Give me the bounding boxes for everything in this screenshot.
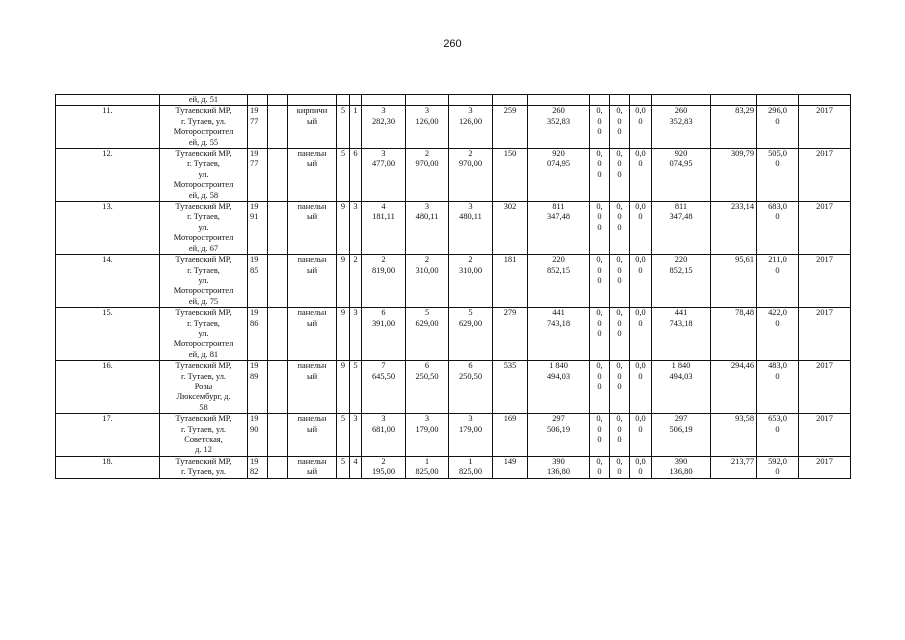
- wall-material-cell: панельн ый: [288, 414, 337, 457]
- max-unit-cost-cell: 211,0 0: [757, 255, 799, 308]
- entrances-cell: 3: [350, 202, 362, 255]
- unit-cost-cell: 78,48: [711, 308, 757, 361]
- buildings-table: [55, 94, 851, 479]
- entrances-cell: 2: [350, 255, 362, 308]
- fund-3-cell: 0,0 0: [630, 149, 652, 202]
- entrances-cell: 6: [350, 149, 362, 202]
- living-area-cell: 1 825,00: [406, 456, 449, 478]
- total-cost-cell: 390 136,80: [528, 456, 590, 478]
- living-area-cell: 3 480,11: [406, 202, 449, 255]
- living-area-cell: 5 629,00: [406, 308, 449, 361]
- total-cost-cell: 811 347,48: [528, 202, 590, 255]
- fund-1-cell: 0, 0 0: [590, 255, 610, 308]
- total-area-cell: 4 181,11: [362, 202, 406, 255]
- floors-cell: 9: [337, 202, 350, 255]
- residential-area-cell: 3 126,00: [449, 106, 493, 149]
- row-number: 14.: [56, 255, 160, 308]
- fund-3-cell: 0,0 0: [630, 106, 652, 149]
- residents-cell: 259: [493, 106, 528, 149]
- table-row: [56, 456, 851, 478]
- unit-cost-cell: 294,46: [711, 361, 757, 414]
- living-area-cell: 2 310,00: [406, 255, 449, 308]
- residential-area-cell: 2 310,00: [449, 255, 493, 308]
- owners-cost-cell: 390 136,80: [652, 456, 711, 478]
- owners-cost-cell: 297 506,19: [652, 414, 711, 457]
- fund-2-cell: 0, 0 0: [610, 255, 630, 308]
- living-area-cell: 6 250,50: [406, 361, 449, 414]
- total-area-cell: 3 681,00: [362, 414, 406, 457]
- continuation-row: [56, 95, 851, 106]
- residents-cell: 181: [493, 255, 528, 308]
- fund-1-cell: 0, 0 0: [590, 149, 610, 202]
- row-number: 17.: [56, 414, 160, 457]
- table-row: [56, 106, 851, 149]
- entrances-cell: 4: [350, 456, 362, 478]
- unit-cost-cell: 213,77: [711, 456, 757, 478]
- total-cost-cell: 220 852,15: [528, 255, 590, 308]
- row-number: 18.: [56, 456, 160, 478]
- planned-year-cell: 2017: [799, 149, 851, 202]
- entrances-cell: 3: [350, 308, 362, 361]
- living-area-cell: 3 179,00: [406, 414, 449, 457]
- address-cell: Тутаевский МР, г. Тутаев, ул. Моторостроител ей, д. 58: [160, 149, 248, 202]
- wall-material-cell: панельн ый: [288, 361, 337, 414]
- max-unit-cost-cell: 683,0 0: [757, 202, 799, 255]
- owners-cost-cell: 920 074,95: [652, 149, 711, 202]
- wall-material-cell: панельн ый: [288, 149, 337, 202]
- address-cell: Тутаевский МР, г. Тутаев, ул. Розы Люксембург, д. 58: [160, 361, 248, 414]
- owners-cost-cell: 1 840 494,03: [652, 361, 711, 414]
- table-row: [56, 414, 851, 457]
- residents-cell: 535: [493, 361, 528, 414]
- floors-cell: 9: [337, 361, 350, 414]
- table-row: [56, 255, 851, 308]
- row-number: 15.: [56, 308, 160, 361]
- planned-year-cell: 2017: [799, 361, 851, 414]
- year-built-cell: 19 86: [248, 308, 268, 361]
- fund-1-cell: 0, 0 0: [590, 202, 610, 255]
- address-cell: Тутаевский МР, г. Тутаев, ул. Моторостроител ей, д. 67: [160, 202, 248, 255]
- fund-3-cell: 0,0 0: [630, 255, 652, 308]
- total-area-cell: 2 195,00: [362, 456, 406, 478]
- fund-1-cell: 0, 0 0: [590, 414, 610, 457]
- year-built-cell: 19 77: [248, 149, 268, 202]
- fund-1-cell: 0, 0: [590, 456, 610, 478]
- address-cell: Тутаевский МР, г. Тутаев, ул. Советская, д. 12: [160, 414, 248, 457]
- table-row: [56, 361, 851, 414]
- total-cost-cell: 260 352,83: [528, 106, 590, 149]
- wall-material-cell: панельн ый: [288, 202, 337, 255]
- owners-cost-cell: 441 743,18: [652, 308, 711, 361]
- residential-area-cell: 3 179,00: [449, 414, 493, 457]
- entrances-cell: 5: [350, 361, 362, 414]
- empty-cell: [268, 255, 288, 308]
- row-number: 13.: [56, 202, 160, 255]
- table-row: [56, 308, 851, 361]
- fund-3-cell: 0,0 0: [630, 361, 652, 414]
- planned-year-cell: 2017: [799, 202, 851, 255]
- floors-cell: 5: [337, 456, 350, 478]
- owners-cost-cell: 260 352,83: [652, 106, 711, 149]
- empty-cell: [268, 202, 288, 255]
- entrances-cell: 3: [350, 414, 362, 457]
- living-area-cell: 2 970,00: [406, 149, 449, 202]
- wall-material-cell: панельн ый: [288, 255, 337, 308]
- fund-3-cell: 0,0 0: [630, 414, 652, 457]
- residential-area-cell: 6 250,50: [449, 361, 493, 414]
- fund-2-cell: 0, 0 0: [610, 361, 630, 414]
- unit-cost-cell: 309,79: [711, 149, 757, 202]
- total-area-cell: 7 645,50: [362, 361, 406, 414]
- residents-cell: 149: [493, 456, 528, 478]
- max-unit-cost-cell: 653,0 0: [757, 414, 799, 457]
- empty-cell: [268, 456, 288, 478]
- row-number: 11.: [56, 106, 160, 149]
- fund-1-cell: 0, 0 0: [590, 361, 610, 414]
- fund-1-cell: 0, 0 0: [590, 308, 610, 361]
- floors-cell: 5: [337, 149, 350, 202]
- total-cost-cell: 920 074,95: [528, 149, 590, 202]
- wall-material-cell: кирпичн ый: [288, 106, 337, 149]
- row-number: 16.: [56, 361, 160, 414]
- planned-year-cell: 2017: [799, 414, 851, 457]
- unit-cost-cell: 95,61: [711, 255, 757, 308]
- planned-year-cell: 2017: [799, 106, 851, 149]
- total-area-cell: 2 819,00: [362, 255, 406, 308]
- address-cell: Тутаевский МР, г. Тутаев, ул. Моторостроител ей, д. 81: [160, 308, 248, 361]
- empty-cell: [268, 149, 288, 202]
- planned-year-cell: 2017: [799, 456, 851, 478]
- fund-3-cell: 0,0 0: [630, 308, 652, 361]
- unit-cost-cell: 233,14: [711, 202, 757, 255]
- year-built-cell: 19 77: [248, 106, 268, 149]
- empty-cell: [268, 361, 288, 414]
- page-number: 260: [443, 38, 462, 50]
- residents-cell: 150: [493, 149, 528, 202]
- year-built-cell: 19 89: [248, 361, 268, 414]
- floors-cell: 9: [337, 308, 350, 361]
- table-row: [56, 202, 851, 255]
- fund-3-cell: 0,0 0: [630, 456, 652, 478]
- year-built-cell: 19 85: [248, 255, 268, 308]
- total-area-cell: 3 477,00: [362, 149, 406, 202]
- total-cost-cell: 297 506,19: [528, 414, 590, 457]
- planned-year-cell: 2017: [799, 308, 851, 361]
- fund-2-cell: 0, 0 0: [610, 202, 630, 255]
- address-cell: Тутаевский МР, г. Тутаев, ул. Моторостроител ей, д. 75: [160, 255, 248, 308]
- floors-cell: 5: [337, 414, 350, 457]
- empty-cell: [268, 106, 288, 149]
- fund-2-cell: 0, 0 0: [610, 106, 630, 149]
- row-number: 12.: [56, 149, 160, 202]
- empty-cell: [268, 414, 288, 457]
- table-row: [56, 149, 851, 202]
- fund-2-cell: 0, 0 0: [610, 308, 630, 361]
- fund-3-cell: 0,0 0: [630, 202, 652, 255]
- address-cell: Тутаевский МР, г. Тутаев, ул. Моторостроител ей, д. 55: [160, 106, 248, 149]
- residents-cell: 279: [493, 308, 528, 361]
- floors-cell: 5: [337, 106, 350, 149]
- unit-cost-cell: 83,29: [711, 106, 757, 149]
- unit-cost-cell: 93,58: [711, 414, 757, 457]
- owners-cost-cell: 220 852,15: [652, 255, 711, 308]
- residential-area-cell: 1 825,00: [449, 456, 493, 478]
- fund-2-cell: 0, 0 0: [610, 414, 630, 457]
- living-area-cell: 3 126,00: [406, 106, 449, 149]
- planned-year-cell: 2017: [799, 255, 851, 308]
- fund-1-cell: 0, 0 0: [590, 106, 610, 149]
- year-built-cell: 19 91: [248, 202, 268, 255]
- max-unit-cost-cell: 483,0 0: [757, 361, 799, 414]
- residential-area-cell: 2 970,00: [449, 149, 493, 202]
- year-built-cell: 19 82: [248, 456, 268, 478]
- fund-2-cell: 0, 0: [610, 456, 630, 478]
- entrances-cell: 1: [350, 106, 362, 149]
- total-cost-cell: 441 743,18: [528, 308, 590, 361]
- wall-material-cell: панельн ый: [288, 308, 337, 361]
- residential-area-cell: 5 629,00: [449, 308, 493, 361]
- continuation-address: ей, д. 51: [160, 95, 248, 106]
- residential-area-cell: 3 480,11: [449, 202, 493, 255]
- wall-material-cell: панельн ый: [288, 456, 337, 478]
- max-unit-cost-cell: 592,0 0: [757, 456, 799, 478]
- floors-cell: 9: [337, 255, 350, 308]
- year-built-cell: 19 90: [248, 414, 268, 457]
- residents-cell: 302: [493, 202, 528, 255]
- address-cell: Тутаевский МР, г. Тутаев, ул.: [160, 456, 248, 478]
- empty-cell: [268, 308, 288, 361]
- fund-2-cell: 0, 0 0: [610, 149, 630, 202]
- max-unit-cost-cell: 422,0 0: [757, 308, 799, 361]
- total-cost-cell: 1 840 494,03: [528, 361, 590, 414]
- max-unit-cost-cell: 505,0 0: [757, 149, 799, 202]
- owners-cost-cell: 811 347,48: [652, 202, 711, 255]
- total-area-cell: 6 391,00: [362, 308, 406, 361]
- residents-cell: 169: [493, 414, 528, 457]
- total-area-cell: 3 282,30: [362, 106, 406, 149]
- max-unit-cost-cell: 296,0 0: [757, 106, 799, 149]
